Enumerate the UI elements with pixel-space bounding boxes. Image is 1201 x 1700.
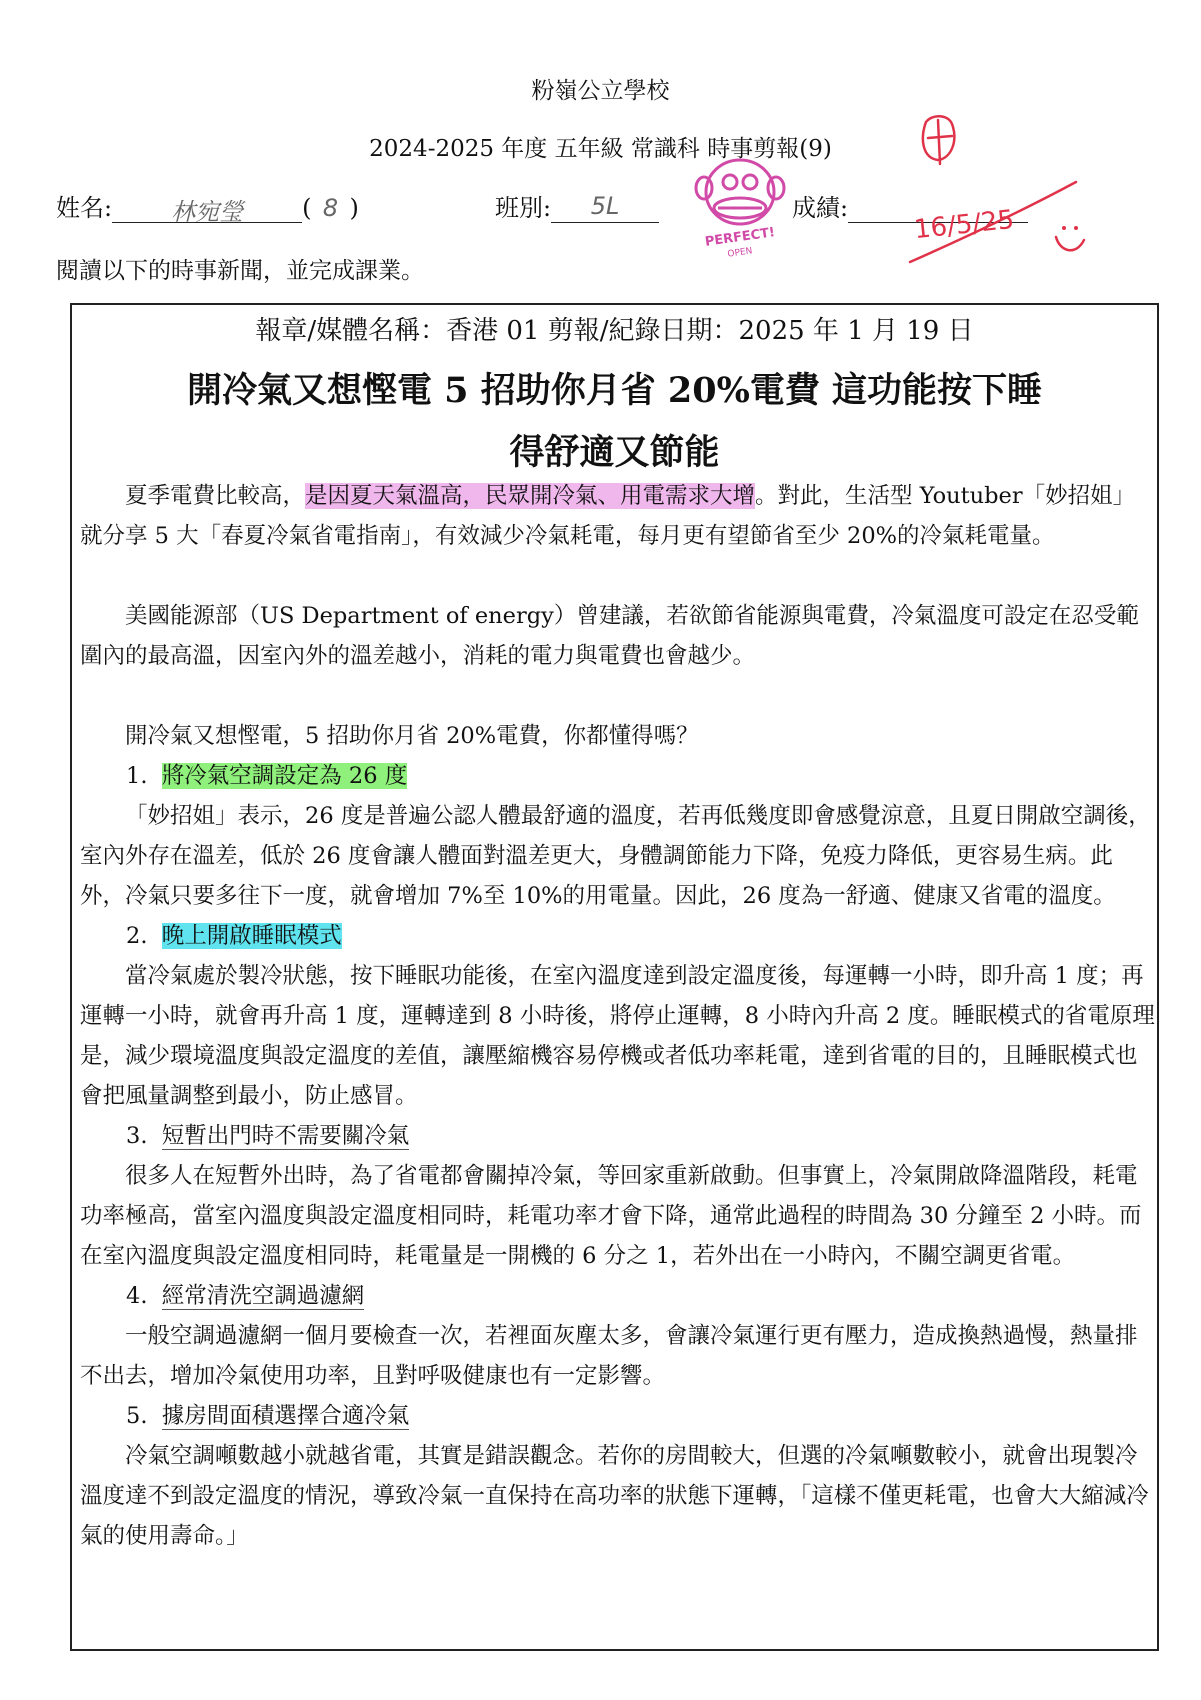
stamp-subtext: OPEN (726, 246, 754, 260)
name-value: 林宛瑩 (171, 198, 244, 226)
perfect-stamp (690, 142, 790, 272)
teacher-grade-mark (900, 100, 1090, 275)
name-line (112, 192, 302, 226)
number-open: ( (302, 194, 312, 222)
tip-3-title (80, 1116, 1155, 1156)
tip-2-title (80, 916, 1155, 956)
intro-highlight: 是因夏天氣溫高，民眾開冷氣、用電需求大增 (305, 483, 756, 509)
tip-5-body: 冷氣空調噸數越小就越省電，其實是錯誤觀念。若你的房間較大，但選的冷氣噸數較小，就會出現製冷溫度達不到設定溫度的情況，導致冷氣一直保持在高功率的狀態下運轉，「這樣不僅更耗電，也會大大縮減冷氣的使用壽命。」 (80, 1443, 1149, 1549)
tip-3-title-text: 短暫出門時不需要關冷氣 (161, 1123, 410, 1149)
article-body (80, 476, 1155, 1556)
tip-4-title (80, 1276, 1155, 1316)
tip-5-title-text: 據房間面積選擇合適冷氣 (161, 1403, 410, 1429)
instruction-text: 閱讀以下的時事新聞，並完成課業。 (56, 258, 424, 284)
tip-3-number: 3. (126, 1123, 148, 1149)
article-source-line: 報章/媒體名稱：香港 01 剪報/紀錄日期：2025 年 1 月 19 日 (255, 316, 974, 346)
tip-1-number: 1. (126, 763, 148, 789)
class-field (495, 188, 659, 223)
tip-2-number: 2. (126, 923, 148, 949)
grade-date: 16/5/25 (912, 204, 1016, 246)
paragraph-energy-dept: 美國能源部（US Department of energy）曾建議，若欲節省能源與電費，冷氣溫度可設定在忍受範圍內的最高溫，因室內外的溫差越小，消耗的電力與電費也會越少。 (80, 603, 1139, 669)
intro-text-b: 。對此，生活型 Youtuber「妙招姐」就分享 5 大「春夏冷氣省電指南」，有效減少冷氣耗電，每月更有望節省至少 20%的冷氣耗電量。 (80, 483, 1136, 549)
tip-1-title (80, 756, 1155, 796)
class-label: 班別: (495, 194, 552, 222)
school-name: 粉嶺公立學校 (531, 78, 670, 104)
tip-4-title-text: 經常清洗空調過濾網 (161, 1283, 365, 1309)
headline-line-2: 得舒適又節能 (509, 432, 720, 473)
tip-4-body: 一般空調過濾網一個月要檢查一次，若裡面灰塵太多，會讓冷氣運行更有壓力，造成換熱過慢，熱量排不出去，增加冷氣使用功率，且對呼吸健康也有一定影響。 (80, 1323, 1138, 1389)
class-line (551, 192, 659, 223)
number-close: ) (349, 194, 359, 222)
tip-5-title (80, 1396, 1155, 1436)
tip-2-body: 當冷氣處於製冷狀態，按下睡眠功能後，在室內溫度達到設定溫度後，每運轉一小時，即升高 1 度；再運轉一小時，就會再升高 1 度，運轉達到 8 小時後，將停止運轉，8 小時內升高 2 度。睡眠模式的省電原理是，減少環境溫度與設定溫度的差值，讓壓縮機容易停機或者低功率耗電，達到省電的目的，且睡眠模式也會把風量調整到最小，防止感冒。 (80, 963, 1155, 1109)
tip-1-title-text: 將冷氣空調設定為 26 度 (161, 763, 408, 789)
worksheet-subtitle: 2024-2025 年度 五年級 常識科 時事剪報(9) (369, 136, 832, 162)
tip-1-body: 「妙招姐」表示，26 度是普遍公認人體最舒適的溫度，若再低幾度即會感覺涼意，且夏日開啟空調後，室內外存在溫差，低於 26 度會讓人體面對溫差更大，身體調節能力下降，免疫力降低，更容易生病。此外，冷氣只要多往下一度，就會增加 7%至 10%的用電量。因此，26 度為一舒適、健康又省電的溫度。 (80, 803, 1151, 909)
paragraph-tips-intro: 開冷氣又想慳電，5 招助你月省 20%電費，你都懂得嗎？ (125, 723, 699, 749)
headline-line-1: 開冷氣又想慳電 5 招助你月省 20%電費 這功能按下睡 (186, 370, 1043, 411)
intro-text-a: 夏季電費比較高， (125, 483, 306, 509)
article-headline (70, 360, 1159, 484)
name-field (56, 188, 359, 226)
tip-2-title-text: 晚上開啟睡眠模式 (161, 923, 342, 949)
name-label: 姓名: (56, 194, 113, 222)
paragraph-intro (80, 476, 1155, 556)
tip-3-body: 很多人在短暫外出時，為了省電都會關掉冷氣，等回家重新啟動。但事實上，冷氣開啟降溫階段，耗電功率極高，當室內溫度與設定溫度相同時，耗電功率才會下降，通常此過程的時間為 30 分鐘至 2 小時。而在室內溫度與設定溫度相同時，耗電量是一開機的 6 分之 1，若外出在一小時內，不關空調更省電。 (80, 1163, 1142, 1269)
stamp-text: PERFECT! (704, 225, 776, 250)
tip-5-number: 5. (126, 1403, 148, 1429)
grade-label: 成績: (792, 194, 849, 222)
class-value: 5L (590, 192, 620, 220)
tip-4-number: 4. (126, 1283, 148, 1309)
student-number: 8 (322, 194, 339, 222)
